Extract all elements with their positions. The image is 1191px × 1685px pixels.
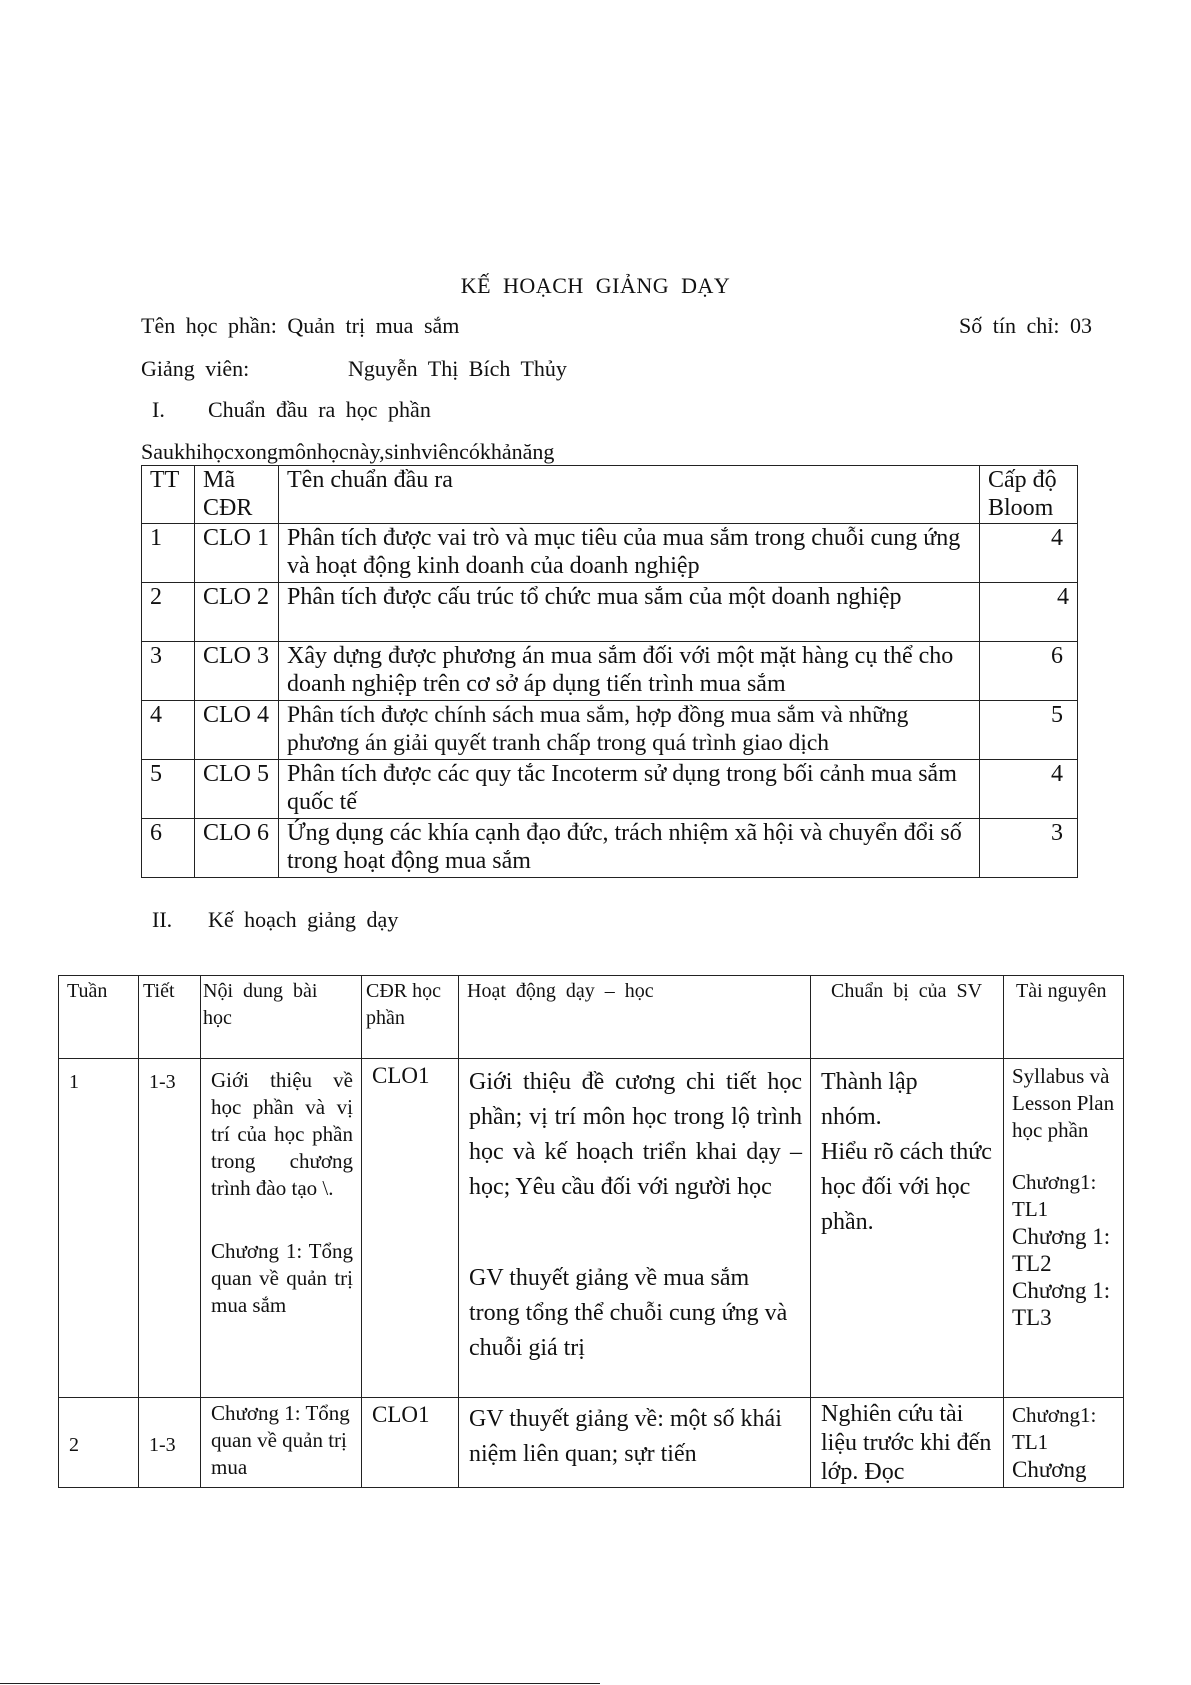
res-chapter: Chương [1012,1457,1087,1482]
row-tt: 6 [142,819,195,878]
row-clo: CLO1 [362,1059,459,1398]
row-prep: Nghiên cứu tài liệu trước khi đến lớp. Đọc [811,1398,1004,1488]
section-2-title: Kế hoạch giảng dạy [208,907,399,932]
activity-lecture: GV thuyết giảng về mua sắm trong tổng thể chuỗi cung ứng và chuỗi giá trị [469,1265,788,1361]
header-activity: Hoạt động dạy – học [459,976,811,1059]
lecturer-name: Nguyễn Thị Bích Thủy [348,356,567,381]
row-name: Phân tích được cấu trúc tổ chức mua sắm của một doanh nghiệp [279,583,980,642]
row-content: Chương 1: Tổng quan về quản trị mua [201,1398,362,1488]
row-resources [1004,1059,1124,1398]
header-content: Nội dung bài học [201,976,362,1059]
row-tt: 2 [142,583,195,642]
table-row [142,760,1078,819]
footer-rule [0,1683,600,1684]
header-period: Tiết [139,976,201,1059]
section-2-number: II. [152,907,173,932]
section-1-heading [152,397,431,423]
prep-group: Thành lập nhóm. [821,1069,918,1130]
header-clo: CĐR học phần [362,976,459,1059]
header-name: Tên chuẩn đầu ra [279,466,980,524]
row-week: 2 [59,1398,139,1488]
row-bloom: 5 [980,701,1078,760]
row-name: Phân tích được các quy tắc Incoterm sử dụng trong bối cảnh mua sắm quốc tế [279,760,980,819]
row-tt: 5 [142,760,195,819]
table-row [142,583,1078,642]
row-bloom: 4 [980,760,1078,819]
res-ch1-tl1: Chương1: TL1 [1012,1170,1097,1221]
table-row [142,524,1078,583]
plan-table-header [59,976,1124,1059]
row-code: CLO 6 [195,819,279,878]
section-1-title: Chuẩn đầu ra học phần [208,397,431,422]
row-prep [811,1059,1004,1398]
section-2-heading [152,907,398,933]
header-code: Mã CĐR [195,466,279,524]
header-bloom: Cấp độ Bloom [980,466,1078,524]
row-period: 1-3 [139,1398,201,1488]
table-row [59,1059,1124,1398]
row-code: CLO 2 [195,583,279,642]
row-content [201,1059,362,1398]
header-resources: Tài nguyên [1004,976,1124,1059]
row-bloom: 6 [980,642,1078,701]
row-tt: 4 [142,701,195,760]
content-intro: Giới thiệu về học phần và vị trí của học phần trong chương trình đào tạo \. [211,1068,353,1200]
row-activity [459,1059,811,1398]
row-bloom: 3 [980,819,1078,878]
table-row [59,1398,1124,1488]
row-name: Ứng dụng các khía cạnh đạo đức, trách nhiệm xã hội và chuyển đổi số trong hoạt động mua sắm [279,819,980,878]
row-activity: GV thuyết giảng về: một số khái niệm liên quan; sựr tiến [459,1398,811,1488]
section-1-number: I. [152,397,165,422]
row-code: CLO 4 [195,701,279,760]
row-code: CLO 5 [195,760,279,819]
row-bloom: 4 [980,524,1078,583]
row-resources [1004,1398,1124,1488]
course-name-line [141,313,459,339]
teaching-plan-table [58,975,1124,1488]
table-row [142,819,1078,878]
activity-intro: Giới thiệu đề cương chi tiết học phần; vị trí môn học trong lộ trình học và kế hoạch triển khai dạy – học; Yêu cầu đối với người học [469,1069,802,1200]
row-tt: 1 [142,524,195,583]
page-title: KẾ HOẠCH GIẢNG DẠY [460,273,731,298]
course-label: Tên học phần: [141,313,277,338]
clo-table [141,465,1078,878]
intro-text: Saukhihọcxongmônhọcnày,sinhviêncókhảnăng [141,439,555,464]
res-syllabus: Syllabus và Lesson Plan học phần [1012,1064,1115,1142]
credits: Số tín chỉ: 03 [959,313,1092,338]
res-ch1-tl3: Chương 1: TL3 [1012,1278,1111,1330]
table-row [142,701,1078,760]
row-code: CLO 1 [195,524,279,583]
row-name: Phân tích được vai trò và mục tiêu của mua sắm trong chuỗi cung ứng và hoạt động kinh doanh của doanh nghiệp [279,524,980,583]
row-period: 1-3 [139,1059,201,1398]
header-week: Tuần [59,976,139,1059]
res-ch1-tl2: Chương 1: TL2 [1012,1224,1111,1276]
table-row [142,642,1078,701]
row-code: CLO 3 [195,642,279,701]
row-tt: 3 [142,642,195,701]
row-week: 1 [59,1059,139,1398]
row-clo: CLO1 [362,1398,459,1488]
row-bloom: 4 [980,583,1078,642]
clo-table-header [142,466,1078,524]
row-name: Xây dựng được phương án mua sắm đối với một mặt hàng cụ thể cho doanh nghiệp trên cơ sở áp dụng tiến trình mua sắm [279,642,980,701]
res-ch1-tl1: Chương1: TL1 [1012,1403,1097,1454]
lecturer-label: Giảng viên: [141,356,250,381]
course-name: Quản trị mua sắm [287,313,460,338]
header-prep: Chuẩn bị của SV [811,976,1004,1059]
row-name: Phân tích được chính sách mua sắm, hợp đồng mua sắm và những phương án giải quyết tranh chấp trong quá trình giao dịch [279,701,980,760]
header-tt: TT [142,466,195,524]
content-chapter: Chương 1: Tổng quan về quản trị mua sắm [211,1239,353,1317]
prep-understand: Hiểu rõ cách thức học đối với học phần. [821,1139,992,1235]
